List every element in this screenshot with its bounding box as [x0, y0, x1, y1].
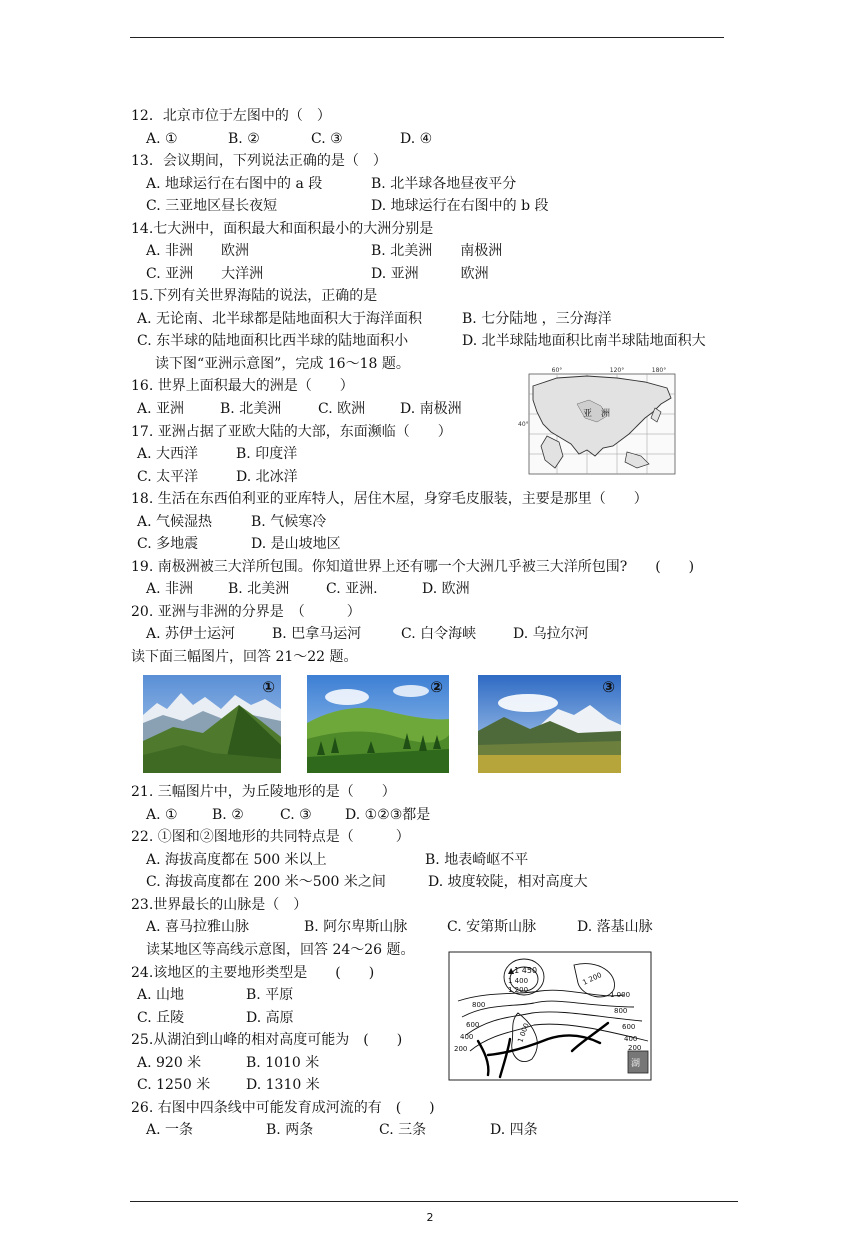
intro-21-22: 读下面三幅图片，回答 21～22 题。: [131, 649, 358, 665]
q19-option-d[interactable]: D. 欧洲: [422, 581, 470, 597]
q15-option-c[interactable]: C. 东半球的陆地面积比西半球的陆地面积小: [137, 333, 409, 349]
q17-option-d[interactable]: D. 北冰洋: [236, 469, 298, 485]
q17-option-a[interactable]: A. 大西洋: [137, 446, 199, 462]
photo-3-plateau-plain: [478, 675, 621, 773]
contour-600-label-b: 600: [622, 1023, 636, 1031]
q17-option-c[interactable]: C. 太平洋: [137, 469, 199, 485]
page-number: 2: [426, 1211, 434, 1224]
q14-stem: 14.七大洲中，面积最大和面积最小的大洲分别是: [131, 221, 434, 237]
q15-option-a[interactable]: A. 无论南、北半球都是陆地面积大于海洋面积: [137, 311, 423, 327]
q16-option-d[interactable]: D. 南极洲: [400, 401, 462, 417]
contour-1200-label-b: 1 200: [581, 971, 604, 987]
contour-1000-label-b: 1 000: [516, 1022, 531, 1044]
q26-option-d[interactable]: D. 四条: [490, 1122, 538, 1138]
map-lat-40: 40°: [518, 421, 529, 428]
map-asia-label: 亚 洲: [583, 409, 611, 419]
contour-lake-label: 湖: [631, 1059, 641, 1069]
q18-option-d[interactable]: D. 是山坡地区: [251, 536, 341, 552]
q16-option-b[interactable]: B. 北美洲: [220, 401, 282, 417]
q24-option-c[interactable]: C. 丘陵: [137, 1010, 185, 1026]
q14-option-d[interactable]: D. 亚洲 欧洲: [371, 266, 489, 282]
photo-2-green-hills: [307, 675, 449, 773]
intro-24-26: 读某地区等高线示意图，回答 24～26 题。: [146, 942, 415, 958]
q22-option-c[interactable]: C. 海拔高度都在 200 米～500 米之间: [146, 874, 386, 890]
footer-rule: [130, 1201, 738, 1202]
q17-stem: 17. 亚洲占据了亚欧大陆的大部，东面濒临（ ）: [131, 424, 452, 440]
q12-stem: 12．北京市位于左图中的（ ）: [131, 108, 331, 124]
q26-option-b[interactable]: B. 两条: [266, 1122, 314, 1138]
contour-800-label-a: 800: [472, 1001, 486, 1009]
q22-option-a[interactable]: A. 海拔高度都在 500 米以上: [146, 852, 327, 868]
q25-option-c[interactable]: C. 1250 米: [137, 1077, 211, 1093]
photo-3-label: ③: [602, 678, 615, 696]
q25-option-b[interactable]: B. 1010 米: [246, 1055, 320, 1071]
q15-stem: 15.下列有关世界海陆的说法，正确的是: [131, 288, 378, 304]
q25-option-a[interactable]: A. 920 米: [137, 1055, 202, 1071]
q13-option-c[interactable]: C. 三亚地区昼长夜短: [146, 198, 278, 214]
q19-stem: 19. 南极洲被三大洋所包围。你知道世界上还有哪一个大洲几乎被三大洋所包围? ( ): [131, 559, 695, 575]
q24-stem: 24.该地区的主要地形类型是 ( ): [131, 965, 375, 981]
q18-stem: 18. 生活在东西伯利亚的亚库特人，居住木屋，身穿毛皮服装，主要是那里（ ）: [131, 491, 648, 507]
contour-1200-label-a: 1 200: [508, 986, 529, 994]
contour-400-label-a: 400: [460, 1033, 474, 1041]
contour-200-label-b: 200: [628, 1044, 642, 1052]
q21-option-a[interactable]: A. ①: [146, 807, 178, 823]
q23-option-d[interactable]: D. 落基山脉: [577, 919, 653, 935]
q15-option-b[interactable]: B. 七分陆地 ，三分海洋: [462, 311, 612, 327]
contour-600-label-a: 600: [466, 1021, 480, 1029]
q25-stem: 25.从湖泊到山峰的相对高度可能为 ( ): [131, 1032, 403, 1048]
map-lon-180: 180°: [651, 367, 667, 374]
q24-option-b[interactable]: B. 平原: [246, 987, 294, 1003]
header-rule: [130, 37, 724, 38]
q19-option-b[interactable]: B. 北美洲: [228, 581, 290, 597]
q20-option-d[interactable]: D. 乌拉尔河: [513, 626, 589, 642]
q13-option-a[interactable]: A. 地球运行在右图中的 a 段: [146, 176, 323, 192]
contour-1400-label: 1 400: [508, 977, 529, 985]
intro-16-18: 读下图“亚洲示意图”，完成 16～18 题。: [155, 356, 410, 372]
q20-option-a[interactable]: A. 苏伊士运河: [146, 626, 236, 642]
contour-200-label-a: 200: [454, 1045, 468, 1053]
photo-2-label: ②: [430, 678, 443, 696]
q14-option-a[interactable]: A. 非洲 欧洲: [146, 243, 250, 259]
map-lon-60: 60°: [551, 367, 563, 374]
asia-map: [517, 364, 677, 480]
q16-stem: 16. 世界上面积最大的洲是（ ）: [131, 378, 354, 394]
q18-option-b[interactable]: B. 气候寒冷: [251, 514, 327, 530]
q23-stem: 23.世界最长的山脉是（ ）: [131, 897, 308, 913]
q21-option-d[interactable]: D. ①②③都是: [345, 807, 431, 823]
q21-option-b[interactable]: B. ②: [212, 807, 244, 823]
q21-stem: 21. 三幅图片中，为丘陵地形的是（ ）: [131, 784, 396, 800]
q12-option-d[interactable]: D. ④: [400, 131, 433, 147]
q16-option-c[interactable]: C. 欧洲: [318, 401, 366, 417]
q25-option-d[interactable]: D. 1310 米: [246, 1077, 320, 1093]
q24-option-a[interactable]: A. 山地: [137, 987, 185, 1003]
contour-map: [448, 951, 654, 1087]
photo-1-label: ①: [262, 678, 275, 696]
contour-peak-label: ▲1 450: [508, 966, 538, 975]
q14-option-b[interactable]: B. 北美洲 南极洲: [371, 243, 503, 259]
q20-stem: 20. 亚洲与非洲的分界是 （ ）: [131, 604, 361, 620]
q24-option-d[interactable]: D. 高原: [246, 1010, 294, 1026]
q14-option-c[interactable]: C. 亚洲 大洋洲: [146, 266, 264, 282]
q20-option-c[interactable]: C. 白令海峡: [401, 626, 477, 642]
q13-option-b[interactable]: B. 北半球各地昼夜平分: [371, 176, 517, 192]
contour-400-label-b: 400: [624, 1035, 638, 1043]
q26-option-c[interactable]: C. 三条: [379, 1122, 427, 1138]
q23-option-c[interactable]: C. 安第斯山脉: [447, 919, 537, 935]
q22-option-d[interactable]: D. 坡度较陡，相对高度大: [428, 874, 588, 890]
q13-option-d[interactable]: D. 地球运行在右图中的 b 段: [371, 198, 549, 214]
q17-option-b[interactable]: B. 印度洋: [236, 446, 298, 462]
q13-stem: 13．会议期间，下列说法正确的是（ ）: [131, 153, 387, 169]
q12-option-c[interactable]: C. ③: [311, 131, 343, 147]
photo-1-snow-mountains: [143, 675, 281, 773]
q26-option-a[interactable]: A. 一条: [146, 1122, 194, 1138]
q22-option-b[interactable]: B. 地表崎岖不平: [425, 852, 529, 868]
q18-option-a[interactable]: A. 气候湿热: [137, 514, 213, 530]
q19-option-a[interactable]: A. 非洲: [146, 581, 194, 597]
q16-option-a[interactable]: A. 亚洲: [137, 401, 185, 417]
map-lon-120: 120°: [609, 367, 625, 374]
contour-1000-label-a: 1 000: [610, 991, 631, 999]
q20-option-b[interactable]: B. 巴拿马运河: [272, 626, 362, 642]
q21-option-c[interactable]: C. ③: [280, 807, 312, 823]
q18-option-c[interactable]: C. 多地震: [137, 536, 199, 552]
q26-stem: 26. 右图中四条线中可能发育成河流的有 ( ): [131, 1100, 435, 1116]
q23-option-b[interactable]: B. 阿尔卑斯山脉: [304, 919, 408, 935]
q19-option-c[interactable]: C. 亚洲.: [326, 581, 378, 597]
q22-stem: 22. ①图和②图地形的共同特点是（ ）: [131, 829, 410, 845]
contour-800-label-b: 800: [614, 1007, 628, 1015]
q15-option-d[interactable]: D. 北半球陆地面积比南半球陆地面积大: [462, 333, 706, 349]
q23-option-a[interactable]: A. 喜马拉雅山脉: [146, 919, 250, 935]
q12-option-a[interactable]: A. ①: [146, 131, 178, 147]
q12-option-b[interactable]: B. ②: [228, 131, 260, 147]
